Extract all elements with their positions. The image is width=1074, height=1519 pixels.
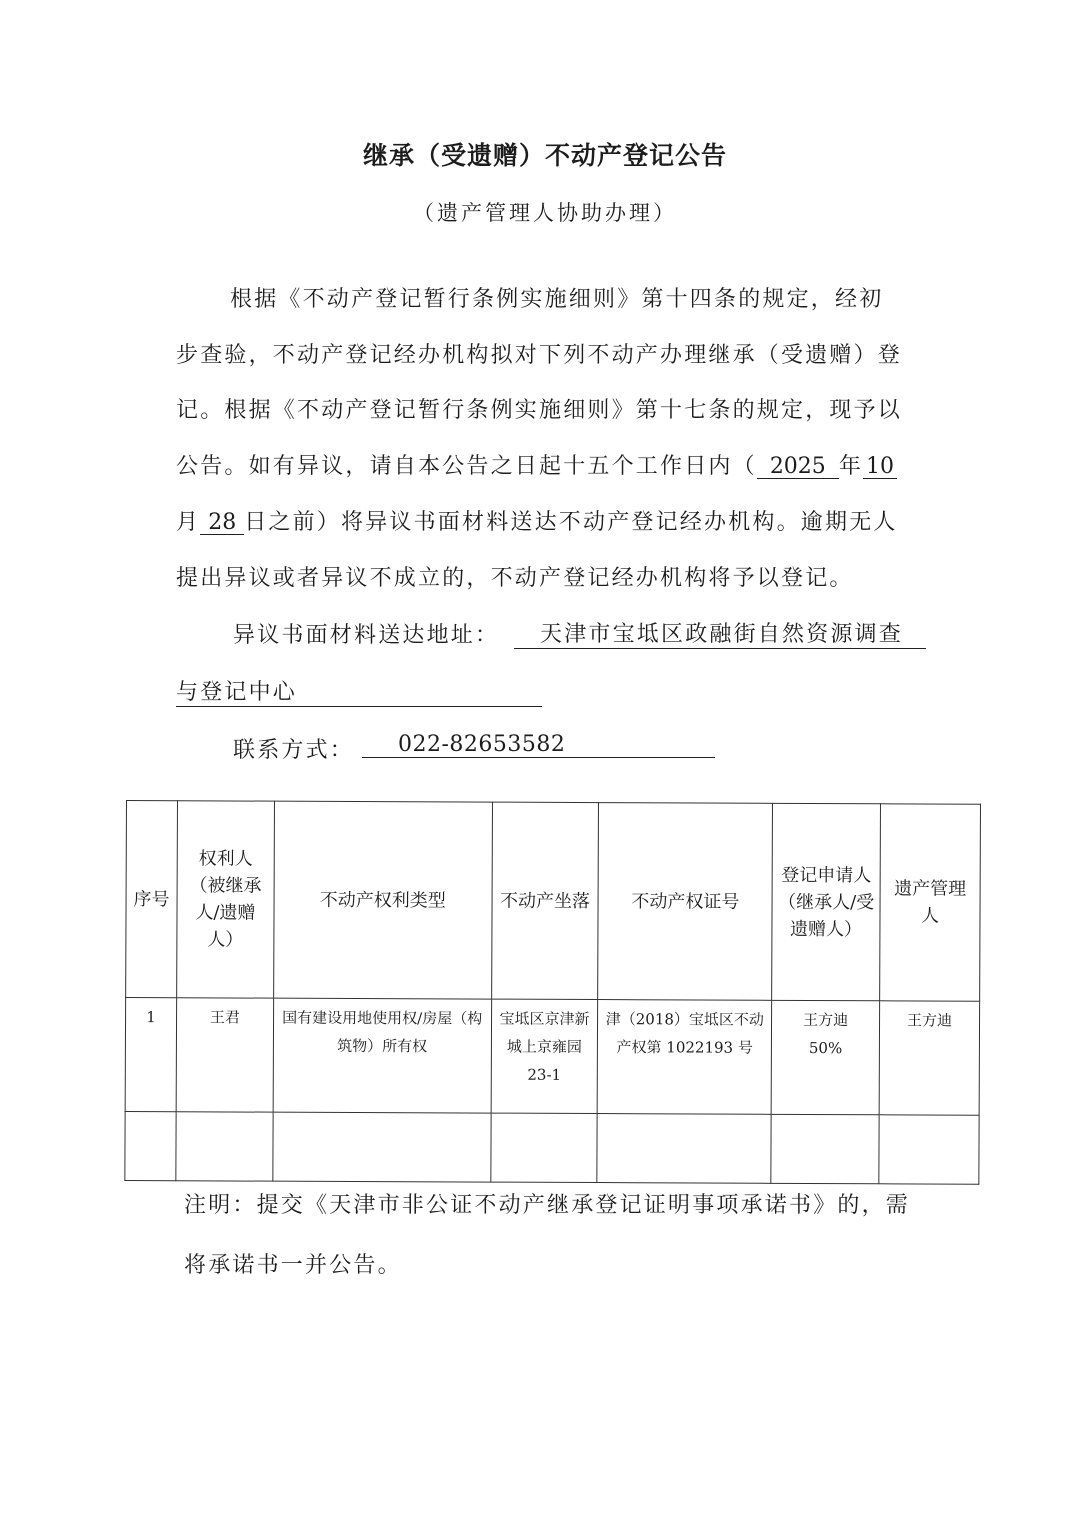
address-line-1: 天津市宝坻区政融街自然资源调查 [514, 617, 926, 649]
header-manager: 遗产管理人 [880, 804, 981, 1001]
cell-right-type: 国有建设用地使用权/房屋（构筑物）所有权 [273, 998, 491, 1113]
year-unit: 年 [838, 454, 864, 479]
body-line-5-text: 日之前）将异议书面材料送达不动产登记经办机构。逾期无人 [244, 510, 898, 535]
applicant-share: 50% [808, 1038, 843, 1057]
body-line-6: 提出异议或者异议不成立的，不动产登记经办机构将予以登记。 [176, 566, 854, 591]
notice-title: 继承（受遗赠）不动产登记公告 [362, 141, 727, 170]
header-location: 不动产坐落 [491, 802, 599, 999]
note-line-2: 将承诺书一并公告。 [184, 1253, 402, 1278]
deadline-month: 10 [863, 455, 897, 479]
body-line-5 [176, 505, 898, 536]
header-cert-no: 不动产权证号 [598, 803, 773, 1001]
notice-subtitle: （遗产管理人协助办理） [413, 201, 677, 225]
empty-cell [125, 1111, 176, 1180]
applicant-name: 王方迪 [803, 1010, 849, 1030]
body-line-3: 记。根据《不动产登记暂行条例实施细则》第十七条的规定，现予以 [176, 398, 903, 423]
cell-owner: 王君 [176, 998, 273, 1112]
header-no: 序号 [126, 801, 178, 998]
deadline-day: 28 [200, 511, 244, 535]
cell-manager: 王方迪 [879, 1001, 979, 1115]
note-line-1: 注明：提交《天津市非公证不动产继承登记证明事项承诺书》的，需 [184, 1193, 911, 1218]
header-owner: 权利人（被继承人/遗赠人） [177, 801, 275, 998]
table-row [125, 998, 979, 1116]
cell-applicant [771, 1000, 879, 1114]
registration-table [124, 800, 981, 1185]
deadline-year: 2025 [757, 455, 839, 479]
body-line-4 [176, 449, 897, 480]
body-line-2: 步查验，不动产登记经办机构拟对下列不动产办理继承（受遗赠）登 [176, 343, 903, 368]
header-right-type: 不动产权利类型 [273, 801, 492, 999]
empty-cell [176, 1112, 273, 1181]
address-line-2: 与登记中心 [176, 675, 542, 707]
body-line-4-text: 公告。如有异议，请自本公告之日起十五个工作日内（ [176, 454, 757, 479]
empty-cell [879, 1115, 979, 1184]
header-applicant: 登记申请人（继承人/受遗赠人） [772, 803, 881, 1000]
empty-cell [771, 1114, 879, 1183]
cell-no: 1 [125, 998, 176, 1112]
empty-cell [490, 1113, 597, 1182]
empty-cell [273, 1112, 491, 1182]
contact-phone: 022-82653582 [362, 732, 715, 758]
cell-cert-no: 津（2018）宝坻区不动产权第 1022193 号 [598, 1000, 772, 1115]
address-label: 异议书面材料送达地址： [233, 623, 500, 648]
cell-location: 宝坻区京津新城上京雍园23-1 [491, 999, 598, 1113]
month-unit: 月 [176, 510, 201, 535]
table-row-empty [125, 1111, 979, 1184]
empty-cell [597, 1114, 771, 1184]
body-line-1: 根据《不动产登记暂行条例实施细则》第十四条的规定，经初 [230, 287, 884, 312]
contact-label: 联系方式： [233, 738, 355, 763]
